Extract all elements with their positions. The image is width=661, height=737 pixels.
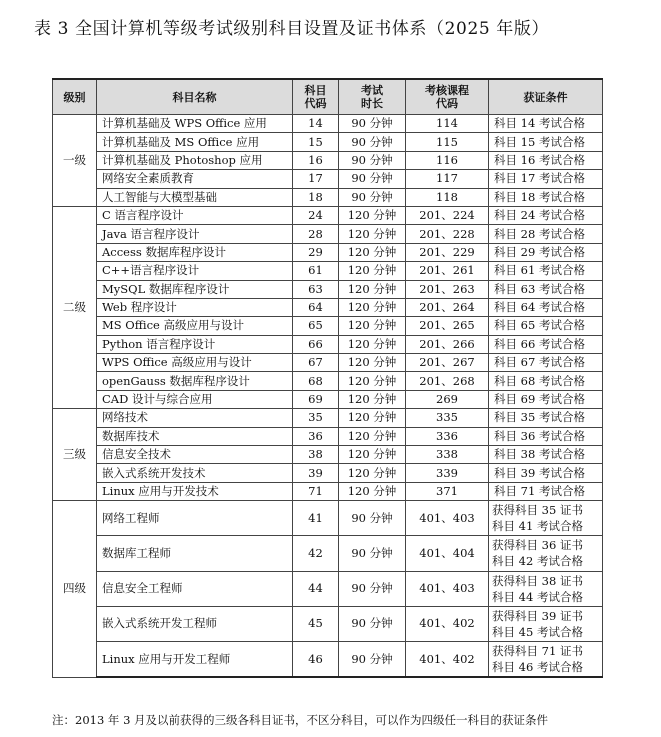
subject-name-cell: C 语言程序设计 xyxy=(97,206,293,224)
course-code-cell: 401、403 xyxy=(406,501,489,536)
subject-name-cell: 嵌入式系统开发技术 xyxy=(97,464,293,482)
condition-cell: 获得科目 36 证书 科目 42 考试合格 xyxy=(489,536,603,571)
course-code-cell: 401、402 xyxy=(406,606,489,641)
course-code-cell: 269 xyxy=(406,390,489,408)
subject-name-cell: 信息安全技术 xyxy=(97,446,293,464)
course-code-cell: 201、267 xyxy=(406,354,489,372)
column-header: 获证条件 xyxy=(489,79,603,115)
duration-cell: 120 分钟 xyxy=(339,409,406,427)
duration-cell: 120 分钟 xyxy=(339,298,406,316)
table-row xyxy=(53,446,603,464)
condition-cell: 科目 35 考试合格 xyxy=(489,409,603,427)
subject-code-cell: 42 xyxy=(293,536,339,571)
course-code-cell: 114 xyxy=(406,115,489,133)
condition-cell: 获得科目 39 证书 科目 45 考试合格 xyxy=(489,606,603,641)
column-header: 科目 代码 xyxy=(293,79,339,115)
subject-code-cell: 36 xyxy=(293,427,339,445)
table-row xyxy=(53,354,603,372)
condition-cell: 科目 39 考试合格 xyxy=(489,464,603,482)
footnote: 注：2013 年 3 月及以前获得的三级各科目证书，不区分科目，可以作为四级任一科目的获证条件 xyxy=(52,713,549,727)
duration-cell: 90 分钟 xyxy=(339,188,406,206)
subject-code-cell: 65 xyxy=(293,317,339,335)
table-row xyxy=(53,151,603,169)
duration-cell: 90 分钟 xyxy=(339,641,406,677)
condition-cell: 科目 36 考试合格 xyxy=(489,427,603,445)
subject-code-cell: 24 xyxy=(293,206,339,224)
course-code-cell: 201、268 xyxy=(406,372,489,390)
table-row xyxy=(53,606,603,641)
duration-cell: 120 分钟 xyxy=(339,280,406,298)
subject-name-cell: 计算机基础及 MS Office 应用 xyxy=(97,133,293,151)
table-row xyxy=(53,262,603,280)
course-code-cell: 201、265 xyxy=(406,317,489,335)
duration-cell: 90 分钟 xyxy=(339,571,406,606)
course-code-cell: 116 xyxy=(406,151,489,169)
condition-cell: 科目 67 考试合格 xyxy=(489,354,603,372)
course-code-cell: 117 xyxy=(406,170,489,188)
level-cell: 一级 xyxy=(53,115,97,207)
duration-cell: 120 分钟 xyxy=(339,482,406,500)
subject-name-cell: Python 语言程序设计 xyxy=(97,335,293,353)
table-row xyxy=(53,571,603,606)
subject-code-cell: 16 xyxy=(293,151,339,169)
column-header: 考试 时长 xyxy=(339,79,406,115)
subject-code-cell: 35 xyxy=(293,409,339,427)
table-row xyxy=(53,536,603,571)
table-row xyxy=(53,427,603,445)
subject-code-cell: 17 xyxy=(293,170,339,188)
condition-cell: 科目 17 考试合格 xyxy=(489,170,603,188)
exam-subject-table xyxy=(52,78,603,678)
table-row xyxy=(53,482,603,500)
course-code-cell: 201、264 xyxy=(406,298,489,316)
column-header: 级别 xyxy=(53,79,97,115)
condition-cell: 科目 64 考试合格 xyxy=(489,298,603,316)
table-row xyxy=(53,298,603,316)
table-row xyxy=(53,243,603,261)
course-code-cell: 201、224 xyxy=(406,206,489,224)
course-code-cell: 201、229 xyxy=(406,243,489,261)
table-row xyxy=(53,464,603,482)
subject-name-cell: 嵌入式系统开发工程师 xyxy=(97,606,293,641)
course-code-cell: 371 xyxy=(406,482,489,500)
condition-cell: 科目 61 考试合格 xyxy=(489,262,603,280)
table-row xyxy=(53,390,603,408)
table-row xyxy=(53,641,603,677)
condition-cell: 获得科目 71 证书 科目 46 考试合格 xyxy=(489,641,603,677)
condition-cell: 科目 69 考试合格 xyxy=(489,390,603,408)
table-row xyxy=(53,225,603,243)
subject-code-cell: 15 xyxy=(293,133,339,151)
duration-cell: 120 分钟 xyxy=(339,243,406,261)
subject-name-cell: 网络技术 xyxy=(97,409,293,427)
course-code-cell: 201、228 xyxy=(406,225,489,243)
subject-code-cell: 28 xyxy=(293,225,339,243)
duration-cell: 120 分钟 xyxy=(339,206,406,224)
level-cell: 四级 xyxy=(53,501,97,677)
duration-cell: 120 分钟 xyxy=(339,262,406,280)
subject-code-cell: 66 xyxy=(293,335,339,353)
duration-cell: 120 分钟 xyxy=(339,335,406,353)
subject-name-cell: 人工智能与大模型基础 xyxy=(97,188,293,206)
duration-cell: 90 分钟 xyxy=(339,133,406,151)
subject-code-cell: 69 xyxy=(293,390,339,408)
subject-code-cell: 46 xyxy=(293,641,339,677)
condition-cell: 科目 18 考试合格 xyxy=(489,188,603,206)
condition-cell: 科目 68 考试合格 xyxy=(489,372,603,390)
duration-cell: 120 分钟 xyxy=(339,464,406,482)
subject-name-cell: Web 程序设计 xyxy=(97,298,293,316)
subject-code-cell: 38 xyxy=(293,446,339,464)
course-code-cell: 115 xyxy=(406,133,489,151)
subject-code-cell: 45 xyxy=(293,606,339,641)
condition-cell: 科目 15 考试合格 xyxy=(489,133,603,151)
table-row xyxy=(53,188,603,206)
subject-name-cell: 计算机基础及 Photoshop 应用 xyxy=(97,151,293,169)
table-row xyxy=(53,501,603,536)
subject-code-cell: 29 xyxy=(293,243,339,261)
duration-cell: 120 分钟 xyxy=(339,446,406,464)
level-cell: 三级 xyxy=(53,409,97,501)
course-code-cell: 336 xyxy=(406,427,489,445)
course-code-cell: 201、261 xyxy=(406,262,489,280)
table-row xyxy=(53,409,603,427)
table-row xyxy=(53,206,603,224)
table-row xyxy=(53,170,603,188)
table-body xyxy=(53,115,603,678)
duration-cell: 120 分钟 xyxy=(339,372,406,390)
subject-code-cell: 63 xyxy=(293,280,339,298)
subject-name-cell: 数据库技术 xyxy=(97,427,293,445)
table-row xyxy=(53,317,603,335)
subject-name-cell: CAD 设计与综合应用 xyxy=(97,390,293,408)
column-header: 考核课程 代码 xyxy=(406,79,489,115)
condition-cell: 科目 66 考试合格 xyxy=(489,335,603,353)
condition-cell: 科目 28 考试合格 xyxy=(489,225,603,243)
course-code-cell: 339 xyxy=(406,464,489,482)
course-code-cell: 201、263 xyxy=(406,280,489,298)
subject-code-cell: 18 xyxy=(293,188,339,206)
subject-name-cell: 网络安全素质教育 xyxy=(97,170,293,188)
subject-name-cell: 计算机基础及 WPS Office 应用 xyxy=(97,115,293,133)
course-code-cell: 335 xyxy=(406,409,489,427)
duration-cell: 90 分钟 xyxy=(339,606,406,641)
duration-cell: 90 分钟 xyxy=(339,501,406,536)
table-header xyxy=(53,79,603,115)
table-row xyxy=(53,335,603,353)
course-code-cell: 401、402 xyxy=(406,641,489,677)
duration-cell: 120 分钟 xyxy=(339,225,406,243)
subject-code-cell: 41 xyxy=(293,501,339,536)
course-code-cell: 401、403 xyxy=(406,571,489,606)
subject-name-cell: Access 数据库程序设计 xyxy=(97,243,293,261)
condition-cell: 科目 71 考试合格 xyxy=(489,482,603,500)
level-cell: 二级 xyxy=(53,206,97,408)
subject-code-cell: 39 xyxy=(293,464,339,482)
subject-code-cell: 44 xyxy=(293,571,339,606)
duration-cell: 90 分钟 xyxy=(339,536,406,571)
condition-cell: 科目 16 考试合格 xyxy=(489,151,603,169)
subject-code-cell: 68 xyxy=(293,372,339,390)
column-header: 科目名称 xyxy=(97,79,293,115)
course-code-cell: 401、404 xyxy=(406,536,489,571)
course-code-cell: 201、266 xyxy=(406,335,489,353)
subject-code-cell: 61 xyxy=(293,262,339,280)
subject-name-cell: 网络工程师 xyxy=(97,501,293,536)
subject-name-cell: 信息安全工程师 xyxy=(97,571,293,606)
document-title: 表 3 全国计算机等级考试级别科目设置及证书体系（2025 年版） xyxy=(34,19,550,39)
duration-cell: 90 分钟 xyxy=(339,170,406,188)
subject-name-cell: 数据库工程师 xyxy=(97,536,293,571)
table-row xyxy=(53,280,603,298)
subject-code-cell: 14 xyxy=(293,115,339,133)
header-row xyxy=(53,79,603,115)
subject-code-cell: 71 xyxy=(293,482,339,500)
condition-cell: 科目 38 考试合格 xyxy=(489,446,603,464)
condition-cell: 科目 29 考试合格 xyxy=(489,243,603,261)
table-row xyxy=(53,372,603,390)
condition-cell: 获得科目 35 证书 科目 41 考试合格 xyxy=(489,501,603,536)
condition-cell: 科目 24 考试合格 xyxy=(489,206,603,224)
duration-cell: 120 分钟 xyxy=(339,390,406,408)
subject-name-cell: MySQL 数据库程序设计 xyxy=(97,280,293,298)
duration-cell: 120 分钟 xyxy=(339,354,406,372)
duration-cell: 120 分钟 xyxy=(339,427,406,445)
subject-name-cell: Linux 应用与开发技术 xyxy=(97,482,293,500)
subject-name-cell: C++语言程序设计 xyxy=(97,262,293,280)
subject-name-cell: WPS Office 高级应用与设计 xyxy=(97,354,293,372)
subject-code-cell: 67 xyxy=(293,354,339,372)
duration-cell: 90 分钟 xyxy=(339,115,406,133)
duration-cell: 90 分钟 xyxy=(339,151,406,169)
table-row xyxy=(53,115,603,133)
subject-name-cell: MS Office 高级应用与设计 xyxy=(97,317,293,335)
condition-cell: 科目 14 考试合格 xyxy=(489,115,603,133)
course-code-cell: 118 xyxy=(406,188,489,206)
table-row xyxy=(53,133,603,151)
course-code-cell: 338 xyxy=(406,446,489,464)
condition-cell: 获得科目 38 证书 科目 44 考试合格 xyxy=(489,571,603,606)
condition-cell: 科目 63 考试合格 xyxy=(489,280,603,298)
duration-cell: 120 分钟 xyxy=(339,317,406,335)
subject-name-cell: openGauss 数据库程序设计 xyxy=(97,372,293,390)
condition-cell: 科目 65 考试合格 xyxy=(489,317,603,335)
subject-name-cell: Linux 应用与开发工程师 xyxy=(97,641,293,677)
subject-name-cell: Java 语言程序设计 xyxy=(97,225,293,243)
subject-code-cell: 64 xyxy=(293,298,339,316)
